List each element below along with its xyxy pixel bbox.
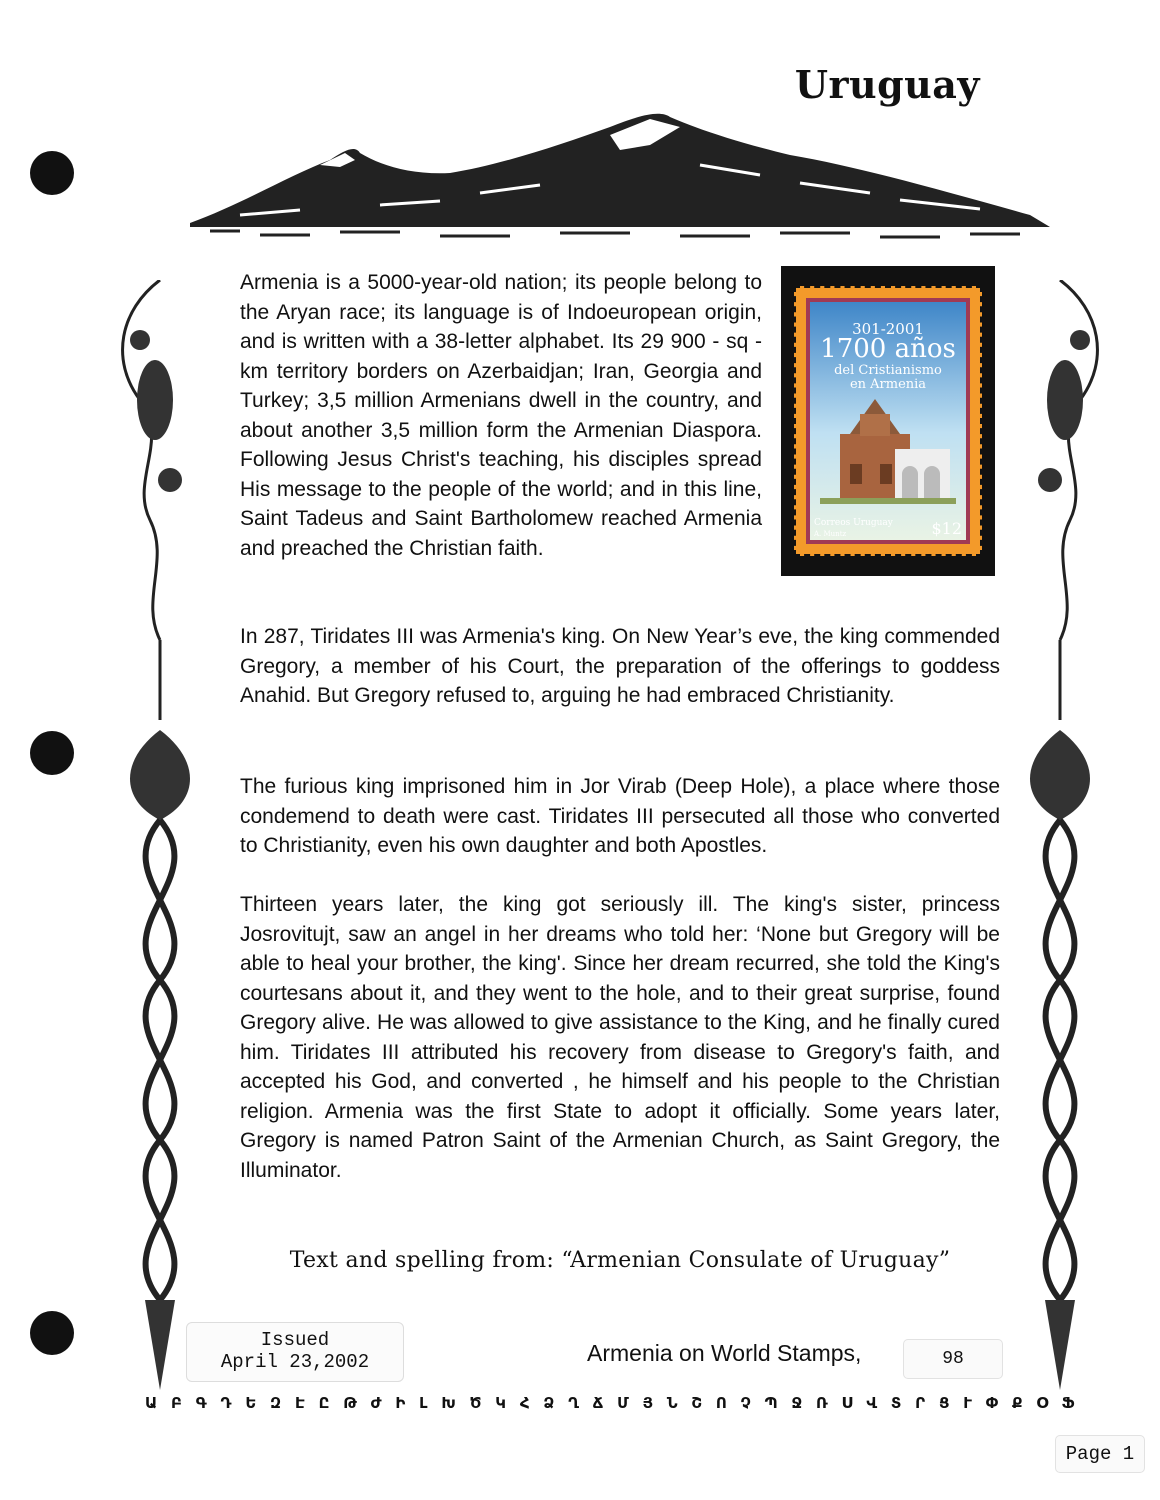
alphabet-letter: Գ	[195, 1394, 207, 1412]
stamp-issuer: Correos Uruguay	[814, 518, 893, 528]
issued-date: April 23,2002	[220, 1351, 370, 1373]
source-note: Text and spelling from: “Armenian Consulate of Uruguay”	[289, 1248, 951, 1273]
alphabet-letter: Ջ	[791, 1394, 803, 1412]
alphabet-letter: Փ	[985, 1394, 999, 1412]
alphabet-letter: Ւ	[963, 1394, 972, 1412]
alphabet-letter: Ս	[841, 1394, 853, 1412]
alphabet-letter: Ր	[915, 1394, 926, 1412]
alphabet-letter: Խ	[441, 1394, 456, 1412]
stamp-subtitle: del Cristianismo en Armenia	[834, 363, 942, 392]
left-ornamental-border	[100, 280, 220, 1410]
paragraph-imprisonment: The furious king imprisoned him in Jor Virab (Deep Hole), a place where those condemend to death were cast. Tiridates III persecuted all those who converted to Christianity, even his own daughter and both Apostles.	[240, 775, 1000, 857]
alphabet-letter: Ք	[1012, 1394, 1023, 1412]
alphabet-letter: Յ	[642, 1394, 654, 1412]
page-title: Uruguay	[794, 62, 980, 107]
alphabet-letter: Ա	[145, 1394, 158, 1412]
alphabet-letter: Կ	[495, 1394, 506, 1412]
alphabet-letter: Վ	[866, 1394, 878, 1412]
alphabet-letter: Ե	[245, 1394, 257, 1412]
alphabet-letter: Ռ	[816, 1394, 828, 1412]
alphabet-letter: Չ	[740, 1394, 751, 1412]
alphabet-letter: Դ	[220, 1394, 232, 1412]
issued-label	[186, 1322, 404, 1382]
binder-hole-bottom	[30, 1311, 74, 1355]
alphabet-letter: Ց	[938, 1394, 950, 1412]
alphabet-letter: Ը	[318, 1394, 330, 1412]
alphabet-letter: Ճ	[592, 1394, 604, 1412]
binder-hole-middle	[30, 731, 74, 775]
mount-ararat-illustration	[180, 105, 1060, 245]
series-title: Armenia on World Stamps,	[587, 1340, 862, 1366]
stamp-value: $12	[931, 519, 962, 538]
alphabet-letter: Ֆ	[1061, 1394, 1075, 1412]
alphabet-letter: Ո	[715, 1394, 727, 1412]
alphabet-letter: Լ	[419, 1394, 428, 1412]
alphabet-letter: Հ	[519, 1394, 530, 1412]
alphabet-letter: Շ	[691, 1394, 703, 1412]
series-number: 98	[903, 1339, 1003, 1379]
armenian-alphabet	[145, 1394, 1075, 1412]
alphabet-letter: Ձ	[543, 1394, 555, 1412]
alphabet-letter: Բ	[171, 1394, 182, 1412]
stamp-designer: A. Muntz	[814, 530, 847, 538]
paragraph-conversion: Thirteen years later, the king got seriously ill. The king's sister, princess Josrovitujt, saw an angel in her dreams who told her: ‘None but Gregory will be able to heal your brother, the king'. Since her dream recurred, she told the King's courtesans about it, and they went to the hole, and to their great surprise, found Gregory alive. He was allowed to give assistance to the King, and he finally cured him. Tiridates III attributed his recovery from disease to Gregory's faith, and accepted his God, and converted , he himself and his people to the Christian religion. Armenia was the first State to adopt it officially. Some years later, Gregory is named Patron Saint of the Armenian Church, as Saint Gregory, the Illuminator.	[240, 893, 1000, 1182]
stamp-headline: 1700 años	[820, 334, 956, 364]
paragraph-intro: Armenia is a 5000-year-old nation; its people belong to the Aryan race; its language is of Indoeuropean origin, and is written with a 38-letter alphabet. Its 29 900 - sq - km territory borders on Azerbaidjan; Iran, Georgia and Turkey; 3,5 million Armenians dwell in the country, and about another 3,5 million form the Armenian Diaspora. Following Jesus Christ's teaching, his disciples spread His message to the people of the world; and in this line, Saint Tadeus and Saint Bartholomew reached Armenia and preached the Christian faith.	[240, 271, 762, 560]
alphabet-letter: Է	[294, 1394, 305, 1412]
binder-hole-top	[30, 151, 74, 195]
alphabet-letter: Ծ	[469, 1394, 482, 1412]
alphabet-letter: Օ	[1036, 1394, 1048, 1412]
alphabet-letter: Մ	[617, 1394, 629, 1412]
stamp-image	[810, 302, 966, 540]
page-label: Page 1	[1055, 1435, 1145, 1473]
alphabet-letter: Ն	[666, 1394, 678, 1412]
paragraph-tiridates: In 287, Tiridates III was Armenia's king. On New Year’s eve, the king commended Gregory, a member of his Court, the preparation of the offerings to goddess Anahid. But Gregory refused to, arguing he had embraced Christianity.	[240, 625, 1000, 707]
alphabet-letter: Ժ	[370, 1394, 382, 1412]
alphabet-letter: Ղ	[568, 1394, 579, 1412]
postage-stamp	[794, 286, 982, 556]
alphabet-letter: Պ	[764, 1394, 778, 1412]
church-illustration	[820, 394, 956, 504]
stamp-years: 301-2001	[852, 320, 924, 338]
right-ornamental-border	[1000, 280, 1120, 1410]
issued-heading: Issued	[260, 1329, 330, 1351]
alphabet-letter: Զ	[270, 1394, 282, 1412]
alphabet-letter: Թ	[343, 1394, 357, 1412]
alphabet-letter: Ի	[395, 1394, 406, 1412]
alphabet-letter: Տ	[890, 1394, 902, 1412]
